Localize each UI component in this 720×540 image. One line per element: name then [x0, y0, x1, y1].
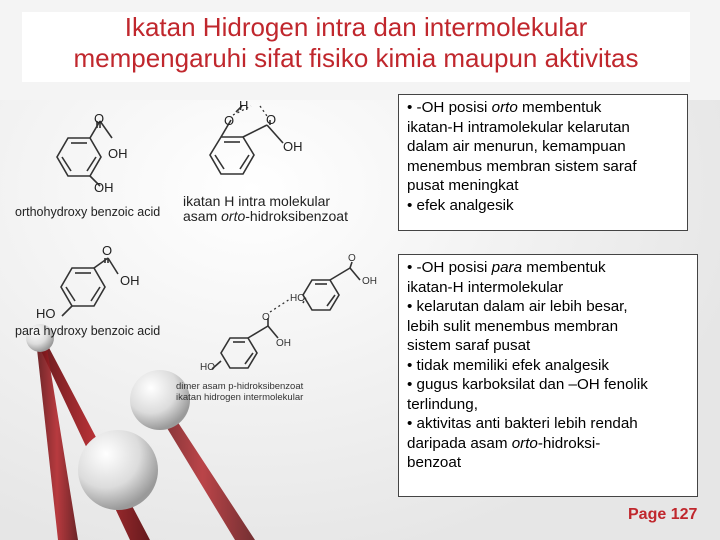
atom-label-oh: OH — [362, 276, 377, 287]
atom-label-o: O — [224, 113, 235, 128]
atom-label-oh: OH — [283, 139, 303, 154]
para-box-line-6: • tidak memiliki efek analgesik — [407, 356, 609, 374]
atom-label-ho: HO — [290, 293, 305, 304]
title-line-1: Ikatan Hidrogen intra dan intermolekular — [124, 12, 588, 42]
atom-label-oh: OH — [108, 146, 128, 161]
para-box-line-3: • kelarutan dalam air lebih besar, — [407, 298, 628, 315]
para-box-line-7: • gugus karboksilat dan –OH fenolik — [407, 376, 648, 393]
atom-label-o: O — [94, 111, 105, 126]
ortho-explanation-box — [398, 94, 688, 231]
intra-caption-line-2: asam orto-hidroksibenzoat — [183, 208, 348, 224]
para-box-line-10: daripada asam orto-hidroksi- — [407, 434, 601, 452]
ortho-box-line-4: menembus membran sistem saraf — [407, 157, 637, 175]
atom-label-h: H — [239, 98, 249, 113]
para-box-line-4: lebih sulit menembus membran — [407, 317, 619, 335]
para-box-line-1: • -OH posisi para membentuk — [407, 259, 606, 276]
atom-label-ho: HO — [36, 306, 56, 321]
ortho-acid-label: orthohydroxy benzoic acid — [15, 205, 161, 219]
atom-label-ho: HO — [200, 362, 215, 373]
para-box-line-5: sistem saraf pusat — [407, 337, 531, 354]
atom-label-o: O — [266, 112, 277, 127]
atom-label-o: O — [262, 312, 270, 323]
title-line-2: mempengaruhi sifat fisiko kimia maupun aktivitas — [73, 43, 639, 73]
ortho-box-line-5: pusat meningkat — [407, 177, 519, 194]
page-number: Page 127 — [628, 506, 698, 523]
ortho-box-line-2: ikatan-H intramolekular kelarutan — [407, 118, 630, 136]
para-acid-label: para hydroxy benzoic acid — [15, 324, 161, 338]
para-box-line-9: • aktivitas anti bakteri lebih rendah — [407, 415, 638, 432]
dimer-caption-line-2: ikatan hidrogen intermolekular — [176, 392, 304, 403]
para-explanation-box — [398, 254, 698, 497]
para-box-line-2: ikatan-H intermolekular — [407, 278, 564, 296]
atom-label-oh: OH — [120, 273, 140, 288]
dimer-caption-line-1: dimer asam p-hidroksibenzoat — [176, 381, 304, 392]
ortho-box-line-1: • -OH posisi orto membentuk — [407, 99, 602, 116]
atom-label-oh: OH — [94, 180, 114, 195]
atom-label-o: O — [348, 253, 356, 264]
ortho-box-line-3: dalam air menurun, kemampuan — [407, 138, 626, 155]
atom-label-oh: OH — [276, 338, 291, 349]
ortho-box-line-6: • efek analgesik — [407, 196, 514, 214]
para-box-line-8: terlindung, — [407, 395, 478, 413]
atom-label-o: O — [102, 243, 113, 258]
para-box-line-11: benzoat — [407, 454, 462, 471]
intra-caption-line-1: ikatan H intra molekular — [183, 193, 331, 209]
